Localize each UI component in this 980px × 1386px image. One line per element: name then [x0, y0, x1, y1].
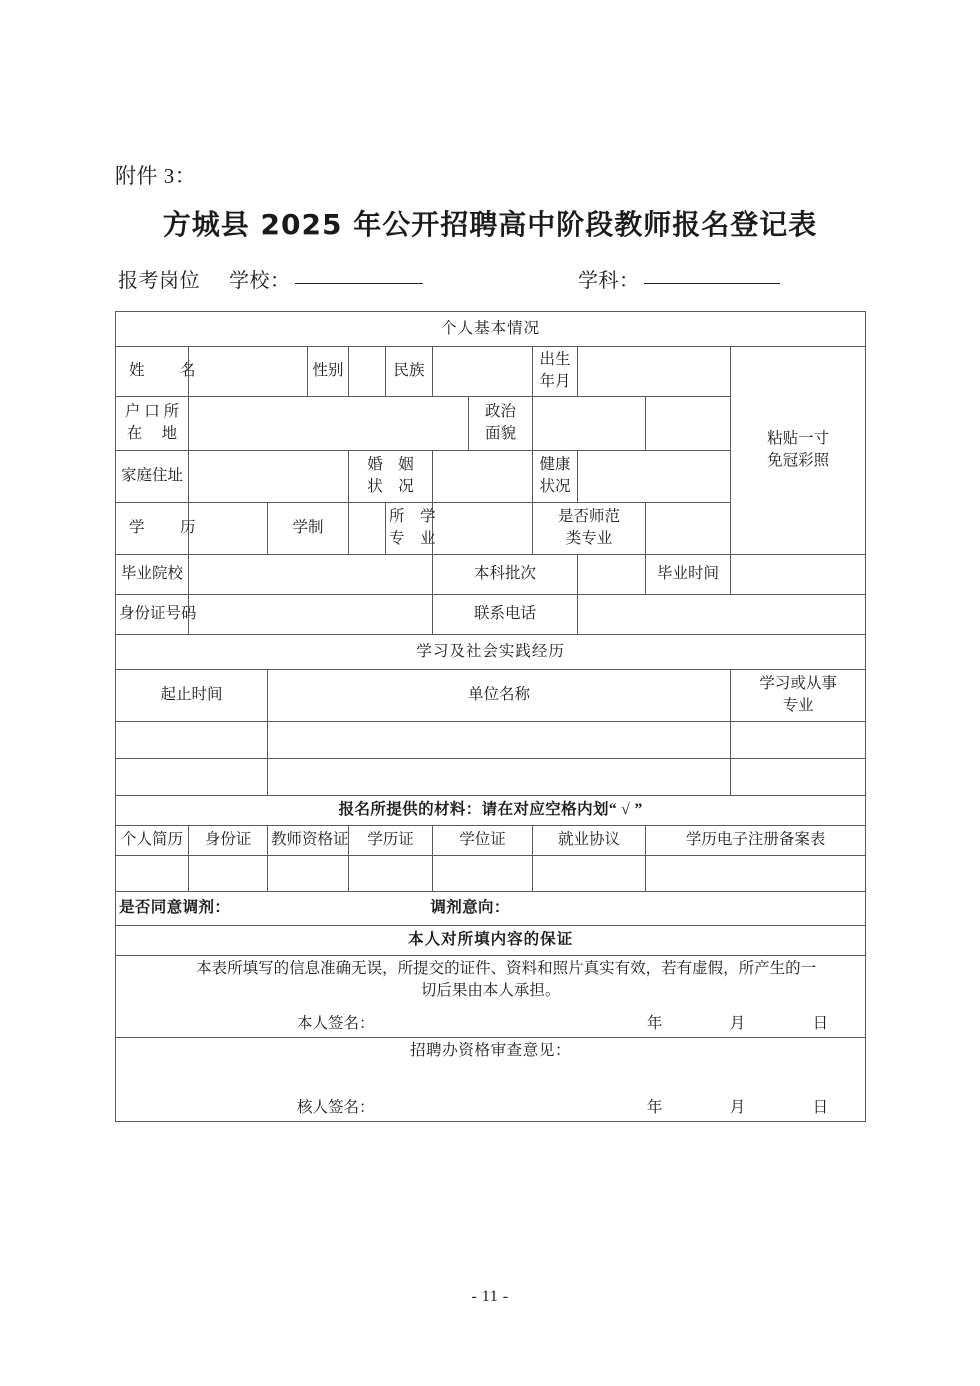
label-undergrad-batch: 本科批次	[433, 554, 578, 594]
guarantee-sign-row	[119, 1013, 862, 1035]
experience-major-cell[interactable]	[731, 758, 866, 795]
material-check-diploma[interactable]	[349, 855, 433, 891]
label-marital	[349, 450, 433, 502]
label-household	[116, 396, 189, 450]
adjustment-row	[116, 891, 866, 925]
school-input-rule[interactable]	[295, 282, 423, 284]
input-gender[interactable]	[349, 347, 386, 397]
material-check-teacher-cert[interactable]	[268, 855, 349, 891]
label-graduate-school: 毕业院校	[116, 554, 189, 594]
table-row	[116, 554, 866, 594]
section-header-guarantee: 本人对所填内容的保证	[116, 925, 866, 955]
label-ethnicity: 民族	[386, 347, 433, 397]
material-check-degree[interactable]	[433, 855, 533, 891]
table-row	[116, 758, 866, 795]
reviewer-date-label[interactable]: 年 月 日	[646, 1098, 845, 1116]
photo-note-line1: 粘贴一寸	[767, 430, 830, 447]
label-health-line1: 健康	[539, 455, 571, 473]
experience-time-cell[interactable]	[116, 758, 268, 795]
label-school-system: 学制	[268, 502, 349, 554]
material-check-employment-agreement[interactable]	[533, 855, 646, 891]
input-graduate-time[interactable]	[731, 554, 866, 594]
review-title: 招聘办资格审查意见：	[410, 1042, 572, 1060]
photo-placeholder	[731, 347, 866, 555]
table-row	[116, 634, 866, 669]
input-undergrad-batch[interactable]	[578, 554, 646, 594]
material-check-online-record[interactable]	[646, 855, 866, 891]
label-name: 姓 名	[116, 347, 189, 397]
col-header-time: 起止时间	[116, 669, 268, 721]
input-home-address[interactable]	[189, 450, 349, 502]
material-header-employment-agreement: 就业协议	[533, 825, 646, 855]
registration-form-table	[115, 311, 866, 1122]
label-id-number: 身份证号码	[116, 594, 189, 634]
section-header-personal: 个人基本情况	[116, 312, 866, 347]
experience-unit-cell[interactable]	[268, 758, 731, 795]
adjustment-preference-label[interactable]: 调剂意向：	[430, 899, 510, 917]
table-row	[116, 347, 866, 397]
input-birth-date[interactable]	[578, 347, 731, 397]
material-header-diploma: 学历证	[349, 825, 433, 855]
table-row	[116, 721, 866, 758]
materials-note: 报名所提供的材料：请在对应空格内划“ √ ”	[116, 795, 866, 825]
guarantee-text-line1: 本表所填写的信息准确无误，所提交的证件、资料和照片真实有效，若有虚假，所产生的一	[196, 959, 817, 977]
input-normal-major[interactable]	[646, 502, 731, 554]
col-header-study-major-line2: 专业	[782, 697, 814, 715]
label-major-line1: 所 学	[389, 507, 436, 525]
label-phone: 联系电话	[433, 594, 578, 634]
table-row	[116, 925, 866, 955]
table-row	[116, 855, 866, 891]
label-birth-date-line1: 出生	[539, 351, 571, 368]
label-normal-major-line2: 类专业	[565, 530, 613, 548]
post-prefix-label: 报考岗位	[118, 270, 200, 292]
input-graduate-school[interactable]	[189, 554, 433, 594]
label-health-line2: 状况	[539, 478, 571, 496]
material-header-teacher-cert: 教师资格证	[268, 825, 349, 855]
review-sign-row	[119, 1097, 862, 1119]
label-health	[533, 450, 578, 502]
input-health[interactable]	[578, 450, 731, 502]
col-header-study-major-line1: 学习或从事	[759, 674, 837, 692]
label-major	[386, 502, 436, 554]
material-header-id: 身份证	[189, 825, 268, 855]
label-gender: 性别	[308, 347, 349, 397]
table-row	[116, 594, 866, 634]
page-title: 方城县 2025 年公开招聘高中阶段教师报名登记表	[162, 208, 818, 241]
label-marital-line2: 状 况	[367, 478, 414, 496]
input-major[interactable]	[433, 502, 533, 554]
adjustment-agree-label[interactable]: 是否同意调剂：	[119, 899, 231, 917]
table-row	[116, 825, 866, 855]
input-marital[interactable]	[433, 450, 533, 502]
school-label: 学校：	[229, 270, 291, 292]
col-header-study-major	[731, 669, 866, 721]
page-number: - 11 -	[471, 1288, 509, 1305]
label-home-address: 家庭住址	[116, 450, 189, 502]
label-birth-date	[533, 347, 578, 397]
material-header-online-record: 学历电子注册备案表	[646, 825, 866, 855]
section-header-experience: 学习及社会实践经历	[116, 634, 866, 669]
input-household[interactable]	[189, 396, 469, 450]
subject-input-rule[interactable]	[644, 282, 780, 284]
table-row	[116, 669, 866, 721]
subject-label: 学科：	[578, 270, 640, 292]
material-header-degree: 学位证	[433, 825, 533, 855]
label-birth-date-line2: 年月	[539, 373, 571, 391]
input-ethnicity[interactable]	[433, 347, 533, 397]
post-school-segment	[118, 264, 423, 293]
material-check-id[interactable]	[189, 855, 268, 891]
input-political[interactable]	[533, 396, 646, 450]
label-household-line2: 在 地	[126, 425, 178, 443]
table-row	[116, 955, 866, 1037]
label-major-line2: 专 业	[389, 530, 436, 548]
label-political-line2: 面貌	[484, 425, 516, 443]
label-normal-major-line1: 是否师范	[557, 507, 620, 525]
material-check-resume[interactable]	[116, 855, 189, 891]
label-education: 学 历	[116, 502, 189, 554]
experience-major-cell[interactable]	[731, 721, 866, 758]
material-header-resume: 个人简历	[116, 825, 189, 855]
review-body	[116, 1038, 866, 1122]
applicant-date-label[interactable]: 年 月 日	[646, 1014, 845, 1032]
guarantee-body	[116, 955, 866, 1037]
applied-post-line	[118, 264, 870, 293]
post-subject-segment	[578, 264, 780, 293]
attachment-label: 附件 3：	[115, 164, 197, 188]
label-graduate-time: 毕业时间	[646, 554, 731, 594]
table-row	[116, 312, 866, 347]
label-normal-major	[533, 502, 646, 554]
table-row	[116, 891, 866, 925]
applicant-signature-label[interactable]: 本人签名：	[297, 1014, 375, 1032]
label-marital-line1: 婚 姻	[367, 455, 414, 473]
input-phone[interactable]	[578, 594, 866, 634]
label-political	[469, 396, 533, 450]
guarantee-text-line2: 切后果由本人承担。	[420, 982, 561, 1000]
reviewer-signature-label[interactable]: 核人签名：	[297, 1098, 375, 1116]
input-name[interactable]	[189, 347, 308, 397]
label-household-line1: 户 口 所	[124, 402, 180, 420]
label-political-line1: 政治	[484, 402, 516, 420]
input-school-system[interactable]	[349, 502, 386, 554]
table-row	[116, 795, 866, 825]
col-header-unit: 单位名称	[268, 669, 731, 721]
photo-note-line2: 免冠彩照	[767, 452, 830, 470]
experience-time-cell[interactable]	[116, 721, 268, 758]
experience-unit-cell[interactable]	[268, 721, 731, 758]
table-row	[116, 1038, 866, 1122]
input-id-number[interactable]	[189, 594, 433, 634]
